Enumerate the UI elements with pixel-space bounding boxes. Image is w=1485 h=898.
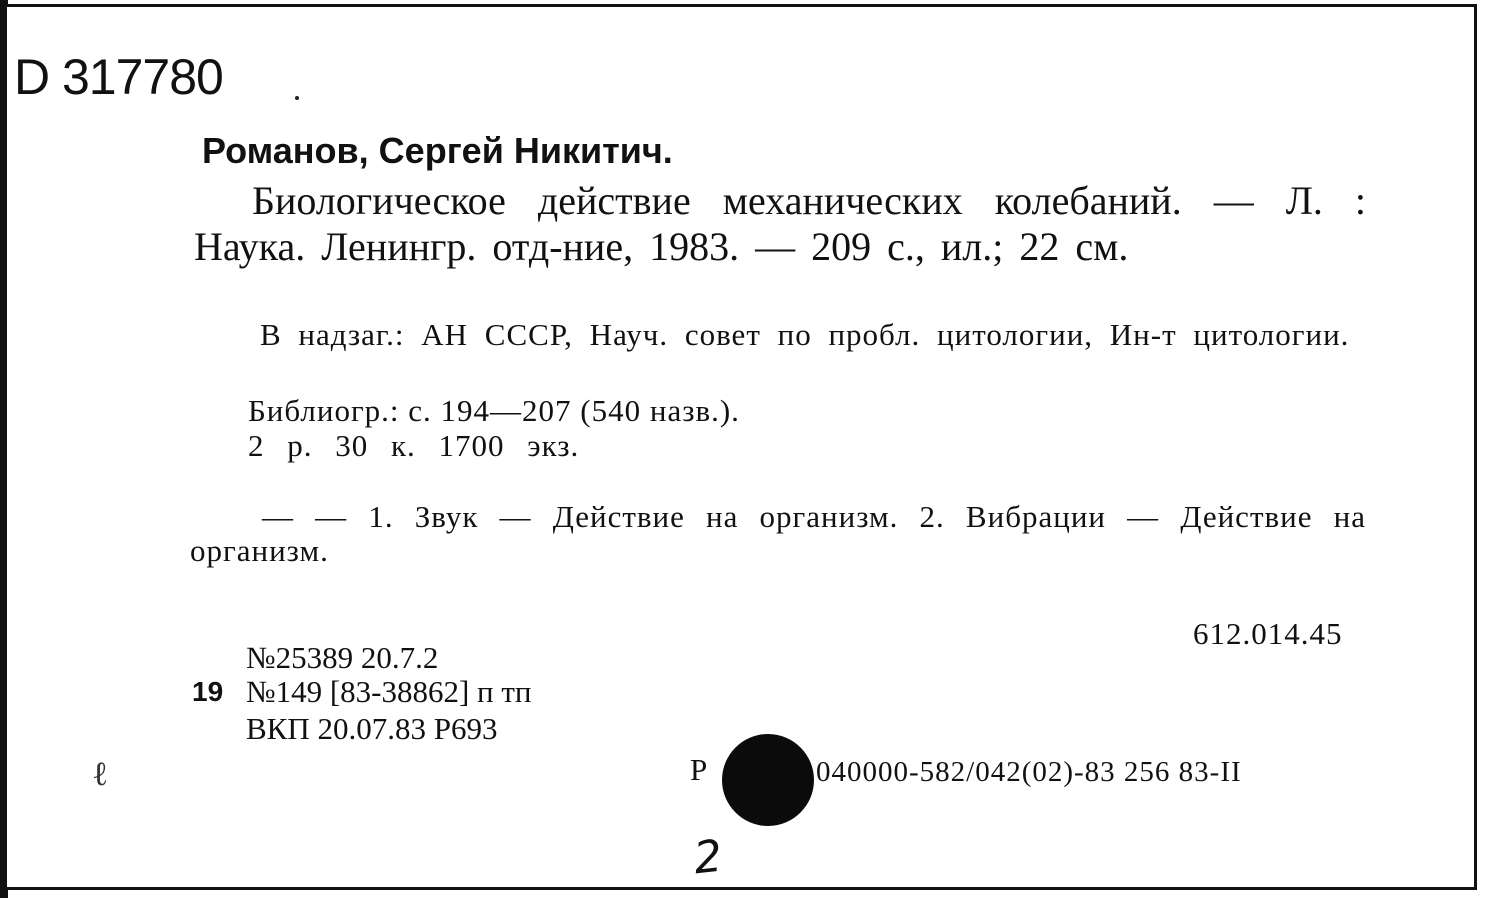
registration-line-3: ВКП 20.07.83 Р693 — [246, 711, 498, 746]
handwritten-number: 2 — [691, 830, 725, 885]
index-code: 040000-582/042(02)-83 256 83-II — [816, 756, 1242, 788]
price-and-print-run: 2 р. 30 к. 1700 экз. — [248, 428, 580, 463]
bibliography-note: Библиогр.: с. 194—207 (540 назв.). — [248, 393, 740, 428]
registration-line-2: №149 [83-38862] п тп — [246, 674, 532, 709]
call-number: D 317780 — [14, 49, 223, 105]
hole-punch — [722, 734, 814, 826]
subject-headings: — — 1. Звук — Действие на организм. 2. Вибрации — Действие на организм. — [190, 499, 1366, 568]
notes-text: В надзаг.: АН СССР, Науч. совет по пробл. цитологии, Ин-т цитологии. — [260, 317, 1350, 352]
index-prefix: Р — [690, 752, 708, 787]
author-heading: Романов, Сергей Никитич. — [202, 130, 673, 171]
call-number-dot — [295, 96, 299, 100]
margin-mark: ℓ — [92, 756, 109, 793]
registration-line-1: №25389 20.7.2 — [246, 640, 439, 675]
registration-prefix: 19 — [192, 676, 224, 707]
udc-code: 612.014.45 — [1193, 616, 1343, 651]
title-statement: Биологическое действие механических колебаний. — Л. : Наука. Ленингр. отд-ние, 1983. — 209 с., ил.; 22 см. — [194, 178, 1366, 269]
